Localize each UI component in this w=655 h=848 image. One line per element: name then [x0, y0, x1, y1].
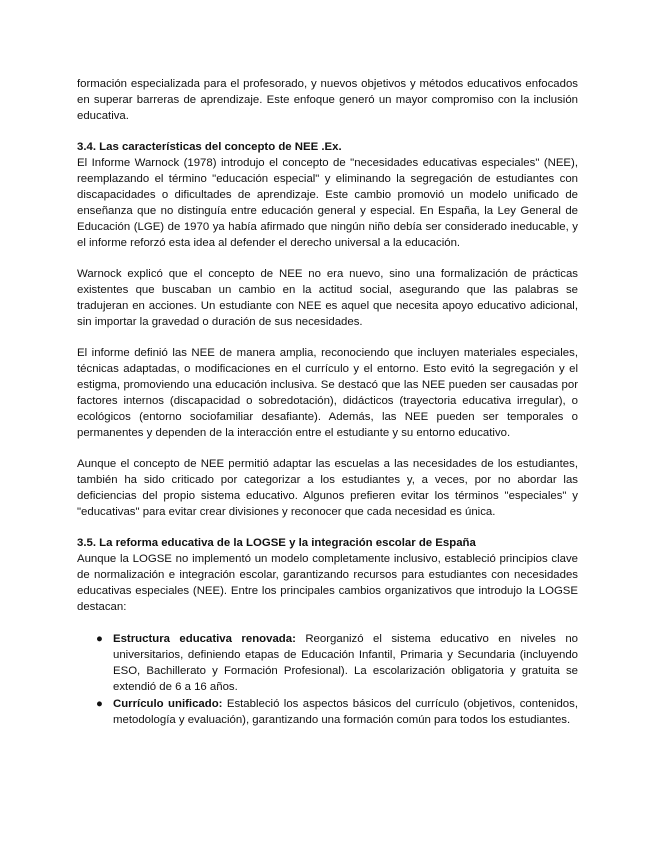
- section-3-4-paragraph-3: El informe definió las NEE de manera amplia, reconociendo que incluyen materiales especiales, técnicas adaptadas, o modificaciones en el currículo y el entorno. Esto evitó la segregación y el estigma, promoviendo una educación inclusiva. Se destacó que las NEE pueden ser causadas por factores internos (discapacidad o sobredotación), didácticos (trayectoria educativa irregular), o ecológicos (entorno sociofamiliar desafiante). Además, las NEE pueden ser temporales o permanentes y dependen de la interacción entre el estudiante y su entorno educativo.: [77, 347, 578, 439]
- section-3-4-paragraph-2: Warnock explicó que el concepto de NEE no era nuevo, sino una formalización de prácticas existentes que buscaban un cambio en la actitud social, asegurando que las palabras se tradujeran en acciones. Un estudiante con NEE es aquel que necesita apoyo educativo adicional, sin importar la gravedad o duración de sus necesidades.: [77, 268, 578, 328]
- section-3-4-paragraph-1: El Informe Warnock (1978) introdujo el concepto de "necesidades educativas especiales" (NEE), reemplazando el término "educación especial" y eliminando la segregación de estudiantes con discapacidades o dificultades de aprendizaje. Este cambio promovió un modelo unificado de enseñanza que no distinguía entre educación general y especial. En España, la Ley General de Educación (LGE) de 1970 ya había afirmado que ningún niño debía ser considerado ineducable, y el informe reforzó esta idea al defender el derecho universal a la educación.: [77, 157, 578, 249]
- list-item: [96, 696, 578, 728]
- section-3-5-intro-paragraph: Aunque la LOGSE no implementó un modelo completamente inclusivo, estableció principios clave de normalización e integración escolar, garantizando recursos para estudiantes con necesidades educativas especiales (NEE). Entre los principales cambios organizativos que introdujo la LOGSE destacan:: [77, 553, 578, 613]
- document-page: [77, 76, 578, 729]
- list-item-term: Currículo unificado:: [113, 698, 223, 710]
- list-item-text: Reorganizó el sistema educativo en niveles no universitarios, definiendo etapas de Educación Infantil, Primaria y Secundaria (incluyendo ESO, Bachillerato y Formación Profesional). La escolarización obligatoria y gratuita se extendió de 6 a 16 años.: [113, 633, 578, 693]
- section-3-5-heading: 3.5. La reforma educativa de la LOGSE y la integración escolar de España: [77, 537, 476, 549]
- section-3-4-heading: 3.4. Las características del concepto de NEE .Ex.: [77, 141, 342, 153]
- list-item-term: Estructura educativa renovada:: [113, 633, 296, 645]
- intro-continuation-paragraph: formación especializada para el profesorado, y nuevos objetivos y métodos educativos enfocados en superar barreras de aprendizaje. Este enfoque generó un mayor compromiso con la inclusión educativa.: [77, 78, 578, 122]
- section-3-4-paragraph-4: Aunque el concepto de NEE permitió adaptar las escuelas a las necesidades de los estudiantes, también ha sido criticado por categorizar a los estudiantes y, a veces, por no abordar las deficiencias del propio sistema educativo. Algunos prefieren evitar los términos "especiales" y "educativas" para evitar crear divisiones y reconocer que cada necesidad es única.: [77, 458, 578, 518]
- logse-changes-list: [77, 631, 578, 728]
- list-item: [96, 631, 578, 695]
- bullet-icon: ●: [96, 633, 103, 645]
- list-item-text: Estableció los aspectos básicos del currículo (objetivos, contenidos, metodología y evaluación), garantizando una formación común para todos los estudiantes.: [113, 698, 578, 726]
- bullet-icon: ●: [96, 698, 103, 710]
